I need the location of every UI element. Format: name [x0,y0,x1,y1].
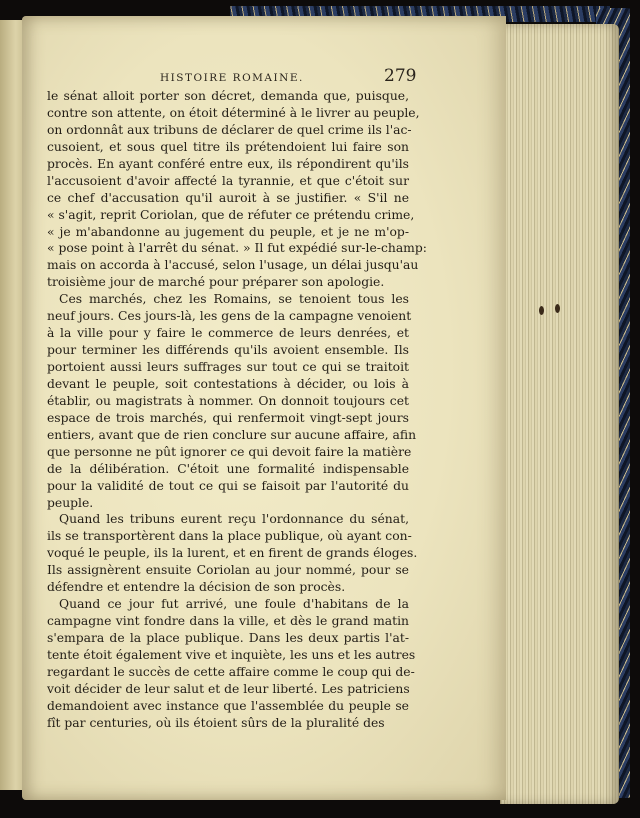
text-line: s'empara de la place publique. Dans les deux partis l'at- [47,631,409,645]
text-line: pour la validité de tout ce qui se faisoit par l'autorité du [47,478,409,493]
text-line: pour terminer les différends qu'ils avoient ensemble. Ils [47,343,409,358]
running-head: HISTOIRE ROMAINE. [160,72,304,84]
text-line: ils se transportèrent dans la place publique, où ayant con- [47,529,412,544]
text-line: Ils assignèrent ensuite Coriolan au jour nommé, pour se [47,563,409,578]
text-line: à la ville pour y faire le commerce de leurs denrées, et [47,326,409,341]
paragraph-first-line: le sénat alloit porter son décret, demanda que, puisque, [47,89,409,103]
text-line: que personne ne pût ignorer ce qui devoit faire la matière [47,444,412,459]
stain-mark [539,306,544,315]
book-page [22,16,506,800]
text-line: l'accusoient d'avoir affecté la tyrannie, et que c'étoit sur [47,173,409,188]
text-line: demandoient avec instance que l'assemblée du peuple se [47,698,409,713]
text-line: voqué le peuple, ils la lurent, et en firent de grands éloges. [47,546,418,561]
text-line: devant le peuple, soit contestations à décider, ou lois à [47,376,409,391]
text-line: tente étoit également vive et inquiète, les uns et les autres [47,647,416,662]
paragraph-first-line: Quand ce jour fut arrivé, une foule d'habitans de la [59,597,409,612]
text-line: voit décider de leur salut et de leur liberté. Les patriciens [47,681,410,696]
text-line: « je m'abandonne au jugement du peuple, et je ne m'op- [47,224,409,239]
text-line: de la délibération. C'étoit une formalité indispensable [47,461,409,476]
page-header [22,68,506,90]
text-line: espace de trois marchés, qui renfermoit vingt-sept jours [47,410,409,425]
text-line: ce chef d'accusation qu'il auroit à se justifier. « S'il ne [47,190,409,205]
text-line: défendre et entendre la décision de son procès. [47,580,346,595]
text-line: « s'agit, reprit Coriolan, que de réfuter ce prétendu crime, [47,207,415,222]
page-number: 279 [384,66,417,86]
stain-mark [555,304,560,313]
text-line: neuf jours. Ces jours-là, les gens de la campagne venoient [47,309,412,324]
text-line: on ordonnât aux tribuns de déclarer de quel crime ils l'ac- [47,122,412,137]
text-line: « pose point à l'arrêt du sénat. » Il fut expédié sur-le-champ: [47,241,427,256]
text-line: campagne vint fondre dans la ville, et dès le grand matin [47,614,409,629]
paragraph-first-line: Quand les tribuns eurent reçu l'ordonnance du sénat, [59,512,409,527]
page-stack-edge [500,24,619,804]
text-line: peuple. [47,495,94,510]
text-line: fît par centuries, où ils étoient sûrs de la pluralité des [47,715,385,730]
text-line: mais on accorda à l'accusé, selon l'usage, un délai jusqu'au [47,258,419,273]
text-line: entiers, avant que de rien conclure sur aucune affaire, afin [47,427,417,442]
text-line: contre son attente, on étoit déterminé à le livrer au peuple, [47,105,420,120]
text-line: portoient aussi leurs suffrages sur tout ce qui se traitoit [47,360,409,374]
text-line: regardant le succès de cette affaire comme le coup qui de- [47,664,415,679]
paragraph-first-line: Ces marchés, chez les Romains, se tenoient tous les [59,292,409,307]
body-text [47,88,427,732]
text-line: cusoient, et sous quel titre ils prétendoient lui faire son [47,139,409,154]
text-line: troisième jour de marché pour préparer son apologie. [47,275,385,290]
text-line: établir, ou magistrats à nommer. On donnoit toujours cet [47,393,409,408]
text-line: procès. En ayant conféré entre eux, ils répondirent qu'ils [47,156,409,171]
